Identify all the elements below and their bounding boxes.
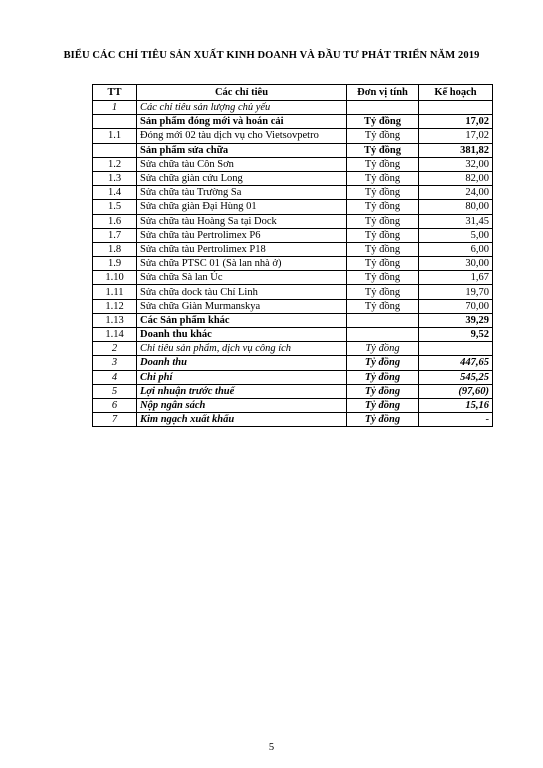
row-unit: Tỷ đồng — [347, 413, 419, 427]
header-tt: TT — [93, 85, 137, 101]
row-tt — [93, 143, 137, 157]
table-header-row — [93, 85, 493, 101]
row-unit: Tỷ đồng — [347, 342, 419, 356]
row-tt: 1 — [93, 101, 137, 115]
row-plan: 30,00 — [419, 257, 493, 271]
row-tt: 7 — [93, 413, 137, 427]
row-name: Sửa chữa tàu Trường Sa — [137, 186, 347, 200]
row-plan: 447,65 — [419, 356, 493, 370]
row-unit: Tỷ đồng — [347, 257, 419, 271]
row-unit: Tỷ đồng — [347, 384, 419, 398]
table-row — [93, 157, 493, 171]
row-plan: 9,52 — [419, 328, 493, 342]
row-plan: 39,29 — [419, 313, 493, 327]
row-unit: Tỷ đồng — [347, 398, 419, 412]
row-plan: 17,02 — [419, 115, 493, 129]
row-plan: 80,00 — [419, 200, 493, 214]
table-row — [93, 342, 493, 356]
row-plan: 31,45 — [419, 214, 493, 228]
row-name: Chi phí — [137, 370, 347, 384]
table-row — [93, 228, 493, 242]
row-name: Các chỉ tiêu sản lượng chủ yếu — [137, 101, 347, 115]
row-unit: Tỷ đồng — [347, 285, 419, 299]
table-row — [93, 129, 493, 143]
row-name: Sản phẩm đóng mới và hoán cải — [137, 115, 347, 129]
row-name: Sửa chữa dock tàu Chí Linh — [137, 285, 347, 299]
table-row — [93, 370, 493, 384]
row-plan: 70,00 — [419, 299, 493, 313]
row-unit: Tỷ đồng — [347, 171, 419, 185]
row-unit: Tỷ đồng — [347, 214, 419, 228]
row-tt: 5 — [93, 384, 137, 398]
table-row — [93, 143, 493, 157]
row-plan: 24,00 — [419, 186, 493, 200]
table-row — [93, 200, 493, 214]
row-plan: 5,00 — [419, 228, 493, 242]
row-tt: 1.6 — [93, 214, 137, 228]
table-row — [93, 313, 493, 327]
table-row — [93, 214, 493, 228]
row-tt — [93, 115, 137, 129]
document-title: BIỂU CÁC CHỈ TIÊU SẢN XUẤT KINH DOANH VÀ ĐẦU TƯ PHÁT TRIỂN NĂM 2019 — [63, 50, 480, 61]
row-tt: 1.5 — [93, 200, 137, 214]
row-unit — [347, 328, 419, 342]
row-tt: 1.7 — [93, 228, 137, 242]
row-unit — [347, 101, 419, 115]
row-name: Sửa chữa tàu Hoàng Sa tại Dock — [137, 214, 347, 228]
table-row — [93, 242, 493, 256]
row-name: Sửa chữa tàu Pertrolimex P18 — [137, 242, 347, 256]
row-tt: 2 — [93, 342, 137, 356]
row-tt: 1.1 — [93, 129, 137, 143]
row-tt: 1.13 — [93, 313, 137, 327]
row-name: Đóng mới 02 tàu dịch vụ cho Vietsovpetro — [137, 129, 347, 143]
row-tt: 1.11 — [93, 285, 137, 299]
table-row — [93, 384, 493, 398]
row-name: Sửa chữa tàu Pertrolimex P6 — [137, 228, 347, 242]
table-row — [93, 257, 493, 271]
row-tt: 1.12 — [93, 299, 137, 313]
table-row — [93, 115, 493, 129]
row-unit: Tỷ đồng — [347, 186, 419, 200]
table-row — [93, 356, 493, 370]
row-plan: 545,25 — [419, 370, 493, 384]
row-name: Chỉ tiêu sản phẩm, dịch vụ công ích — [137, 342, 347, 356]
row-tt: 1.3 — [93, 171, 137, 185]
row-name: Sửa chữa giàn cứu Long — [137, 171, 347, 185]
page-number: 5 — [268, 742, 275, 753]
row-name: Các Sản phẩm khác — [137, 313, 347, 327]
row-tt: 3 — [93, 356, 137, 370]
row-plan: 381,82 — [419, 143, 493, 157]
row-plan: 82,00 — [419, 171, 493, 185]
row-unit: Tỷ đồng — [347, 143, 419, 157]
table-row — [93, 271, 493, 285]
row-name: Sửa chữa PTSC 01 (Sà lan nhà ở) — [137, 257, 347, 271]
row-unit: Tỷ đồng — [347, 370, 419, 384]
row-name: Sửa chữa giàn Đại Hùng 01 — [137, 200, 347, 214]
row-unit: Tỷ đồng — [347, 356, 419, 370]
row-tt: 1.8 — [93, 242, 137, 256]
row-unit: Tỷ đồng — [347, 115, 419, 129]
row-unit: Tỷ đồng — [347, 242, 419, 256]
row-plan — [419, 342, 493, 356]
row-tt: 4 — [93, 370, 137, 384]
row-tt: 1.4 — [93, 186, 137, 200]
row-name: Doanh thu khác — [137, 328, 347, 342]
row-name: Kim ngạch xuất khẩu — [137, 413, 347, 427]
row-unit: Tỷ đồng — [347, 200, 419, 214]
table-row — [93, 186, 493, 200]
header-unit: Đơn vị tính — [347, 85, 419, 101]
row-tt: 1.14 — [93, 328, 137, 342]
plan-table — [92, 84, 493, 427]
table-row — [93, 101, 493, 115]
row-name: Sửa chữa Giàn Murmanskya — [137, 299, 347, 313]
row-plan: 6,00 — [419, 242, 493, 256]
row-unit: Tỷ đồng — [347, 299, 419, 313]
row-plan: - — [419, 413, 493, 427]
row-unit: Tỷ đồng — [347, 129, 419, 143]
row-unit: Tỷ đồng — [347, 271, 419, 285]
row-tt: 1.9 — [93, 257, 137, 271]
row-tt: 6 — [93, 398, 137, 412]
row-name: Lợi nhuận trước thuế — [137, 384, 347, 398]
row-plan: 32,00 — [419, 157, 493, 171]
row-name: Sửa chữa Sà lan Úc — [137, 271, 347, 285]
header-name: Các chỉ tiêu — [137, 85, 347, 101]
table-row — [93, 398, 493, 412]
row-tt: 1.10 — [93, 271, 137, 285]
table-row — [93, 328, 493, 342]
table-row — [93, 171, 493, 185]
row-unit — [347, 313, 419, 327]
header-plan: Kế hoạch — [419, 85, 493, 101]
table-row — [93, 299, 493, 313]
row-name: Doanh thu — [137, 356, 347, 370]
table-row — [93, 413, 493, 427]
row-plan — [419, 101, 493, 115]
table-row — [93, 285, 493, 299]
row-name: Sản phẩm sửa chữa — [137, 143, 347, 157]
row-name: Nộp ngân sách — [137, 398, 347, 412]
row-plan: 19,70 — [419, 285, 493, 299]
row-name: Sửa chữa tàu Côn Sơn — [137, 157, 347, 171]
row-plan: 15,16 — [419, 398, 493, 412]
row-plan: 1,67 — [419, 271, 493, 285]
row-plan: 17,02 — [419, 129, 493, 143]
row-unit: Tỷ đồng — [347, 228, 419, 242]
row-unit: Tỷ đồng — [347, 157, 419, 171]
row-plan: (97,60) — [419, 384, 493, 398]
row-tt: 1.2 — [93, 157, 137, 171]
